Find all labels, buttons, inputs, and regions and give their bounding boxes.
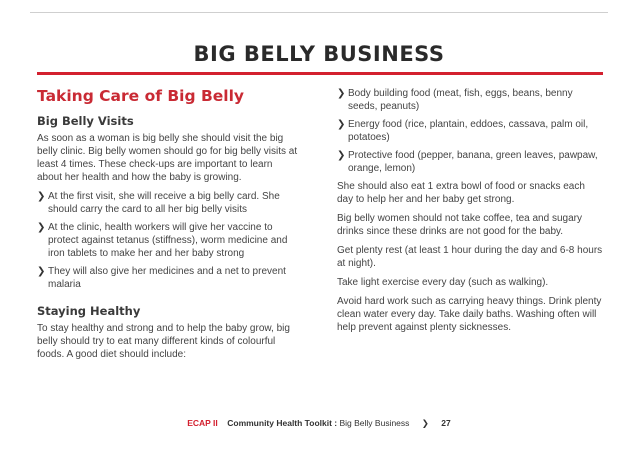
list-item bbox=[337, 87, 603, 113]
exercise-paragraph: Take light exercise every day (such as walking). bbox=[337, 277, 549, 288]
page-number: 27 bbox=[441, 418, 451, 428]
list-item-text: Energy food (rice, plantain, eddoes, cassava, palm oil, potatoes) bbox=[348, 119, 589, 143]
chevron-right-icon: ❯ bbox=[37, 266, 46, 277]
chevron-right-icon: ❯ bbox=[37, 222, 46, 233]
list-item-text: At the clinic, health workers will give her vaccine to protect against tetanus (stiffness), worm medicine and iron tablets to make her and her baby strong bbox=[48, 222, 288, 259]
list-item bbox=[37, 265, 299, 291]
list-item bbox=[337, 118, 603, 144]
footer-section: Big Belly Business bbox=[339, 418, 410, 428]
chevron-right-icon: ❯ bbox=[421, 418, 429, 428]
list-item-text: Protective food (pepper, banana, green leaves, pawpaw, orange, lemon) bbox=[348, 150, 598, 174]
list-item-text: They will also give her medicines and a net to prevent malaria bbox=[48, 266, 286, 290]
chevron-right-icon: ❯ bbox=[337, 88, 346, 99]
right-column bbox=[337, 87, 603, 340]
list-item-text: At the first visit, she will receive a big belly card. She should carry the card to all her big belly visits bbox=[48, 191, 280, 215]
subheading-healthy: Staying Healthy bbox=[37, 304, 141, 318]
hard-work-paragraph: Avoid hard work such as carrying heavy things. Drink plenty clean water every day. Take daily baths. Washing often will help prevent against plenty sicknesses. bbox=[337, 296, 602, 333]
list-item bbox=[337, 149, 603, 175]
extra-food-paragraph: She should also eat 1 extra bowl of food or snacks each day to help her and her baby get strong. bbox=[337, 181, 585, 205]
top-rule bbox=[30, 12, 608, 13]
footer-brand: ECAP II bbox=[187, 418, 218, 428]
chevron-right-icon: ❯ bbox=[337, 150, 346, 161]
left-column bbox=[37, 86, 299, 367]
visits-bullet-list bbox=[37, 190, 299, 291]
visits-paragraph: As soon as a woman is big belly she should visit the big belly clinic. Big belly women should go for big belly visits at least 4 times. These check-ups are important to learn about her health and how the baby is growing. bbox=[37, 133, 298, 183]
section-heading: Taking Care of Big Belly bbox=[37, 87, 245, 105]
list-item bbox=[37, 190, 299, 216]
chevron-right-icon: ❯ bbox=[337, 119, 346, 130]
food-bullet-list bbox=[337, 87, 603, 175]
list-item-text: Body building food (meat, fish, eggs, beans, benny seeds, peanuts) bbox=[348, 88, 573, 112]
page-footer bbox=[0, 418, 638, 429]
rest-paragraph: Get plenty rest (at least 1 hour during the day and 6-8 hours at night). bbox=[337, 245, 603, 269]
title-underline bbox=[37, 72, 603, 75]
list-item bbox=[37, 221, 299, 260]
chevron-right-icon: ❯ bbox=[37, 191, 46, 202]
healthy-paragraph: To stay healthy and strong and to help the baby grow, big belly should try to eat many different kinds of colourful foods. A good diet should include: bbox=[37, 323, 290, 360]
footer-toolkit: Community Health Toolkit : bbox=[227, 418, 338, 428]
subheading-visits: Big Belly Visits bbox=[37, 114, 134, 128]
drinks-paragraph: Big belly women should not take coffee, tea and sugary drinks since these drinks are not good for the baby. bbox=[337, 213, 582, 237]
page-title: BIG BELLY BUSINESS bbox=[193, 42, 445, 66]
